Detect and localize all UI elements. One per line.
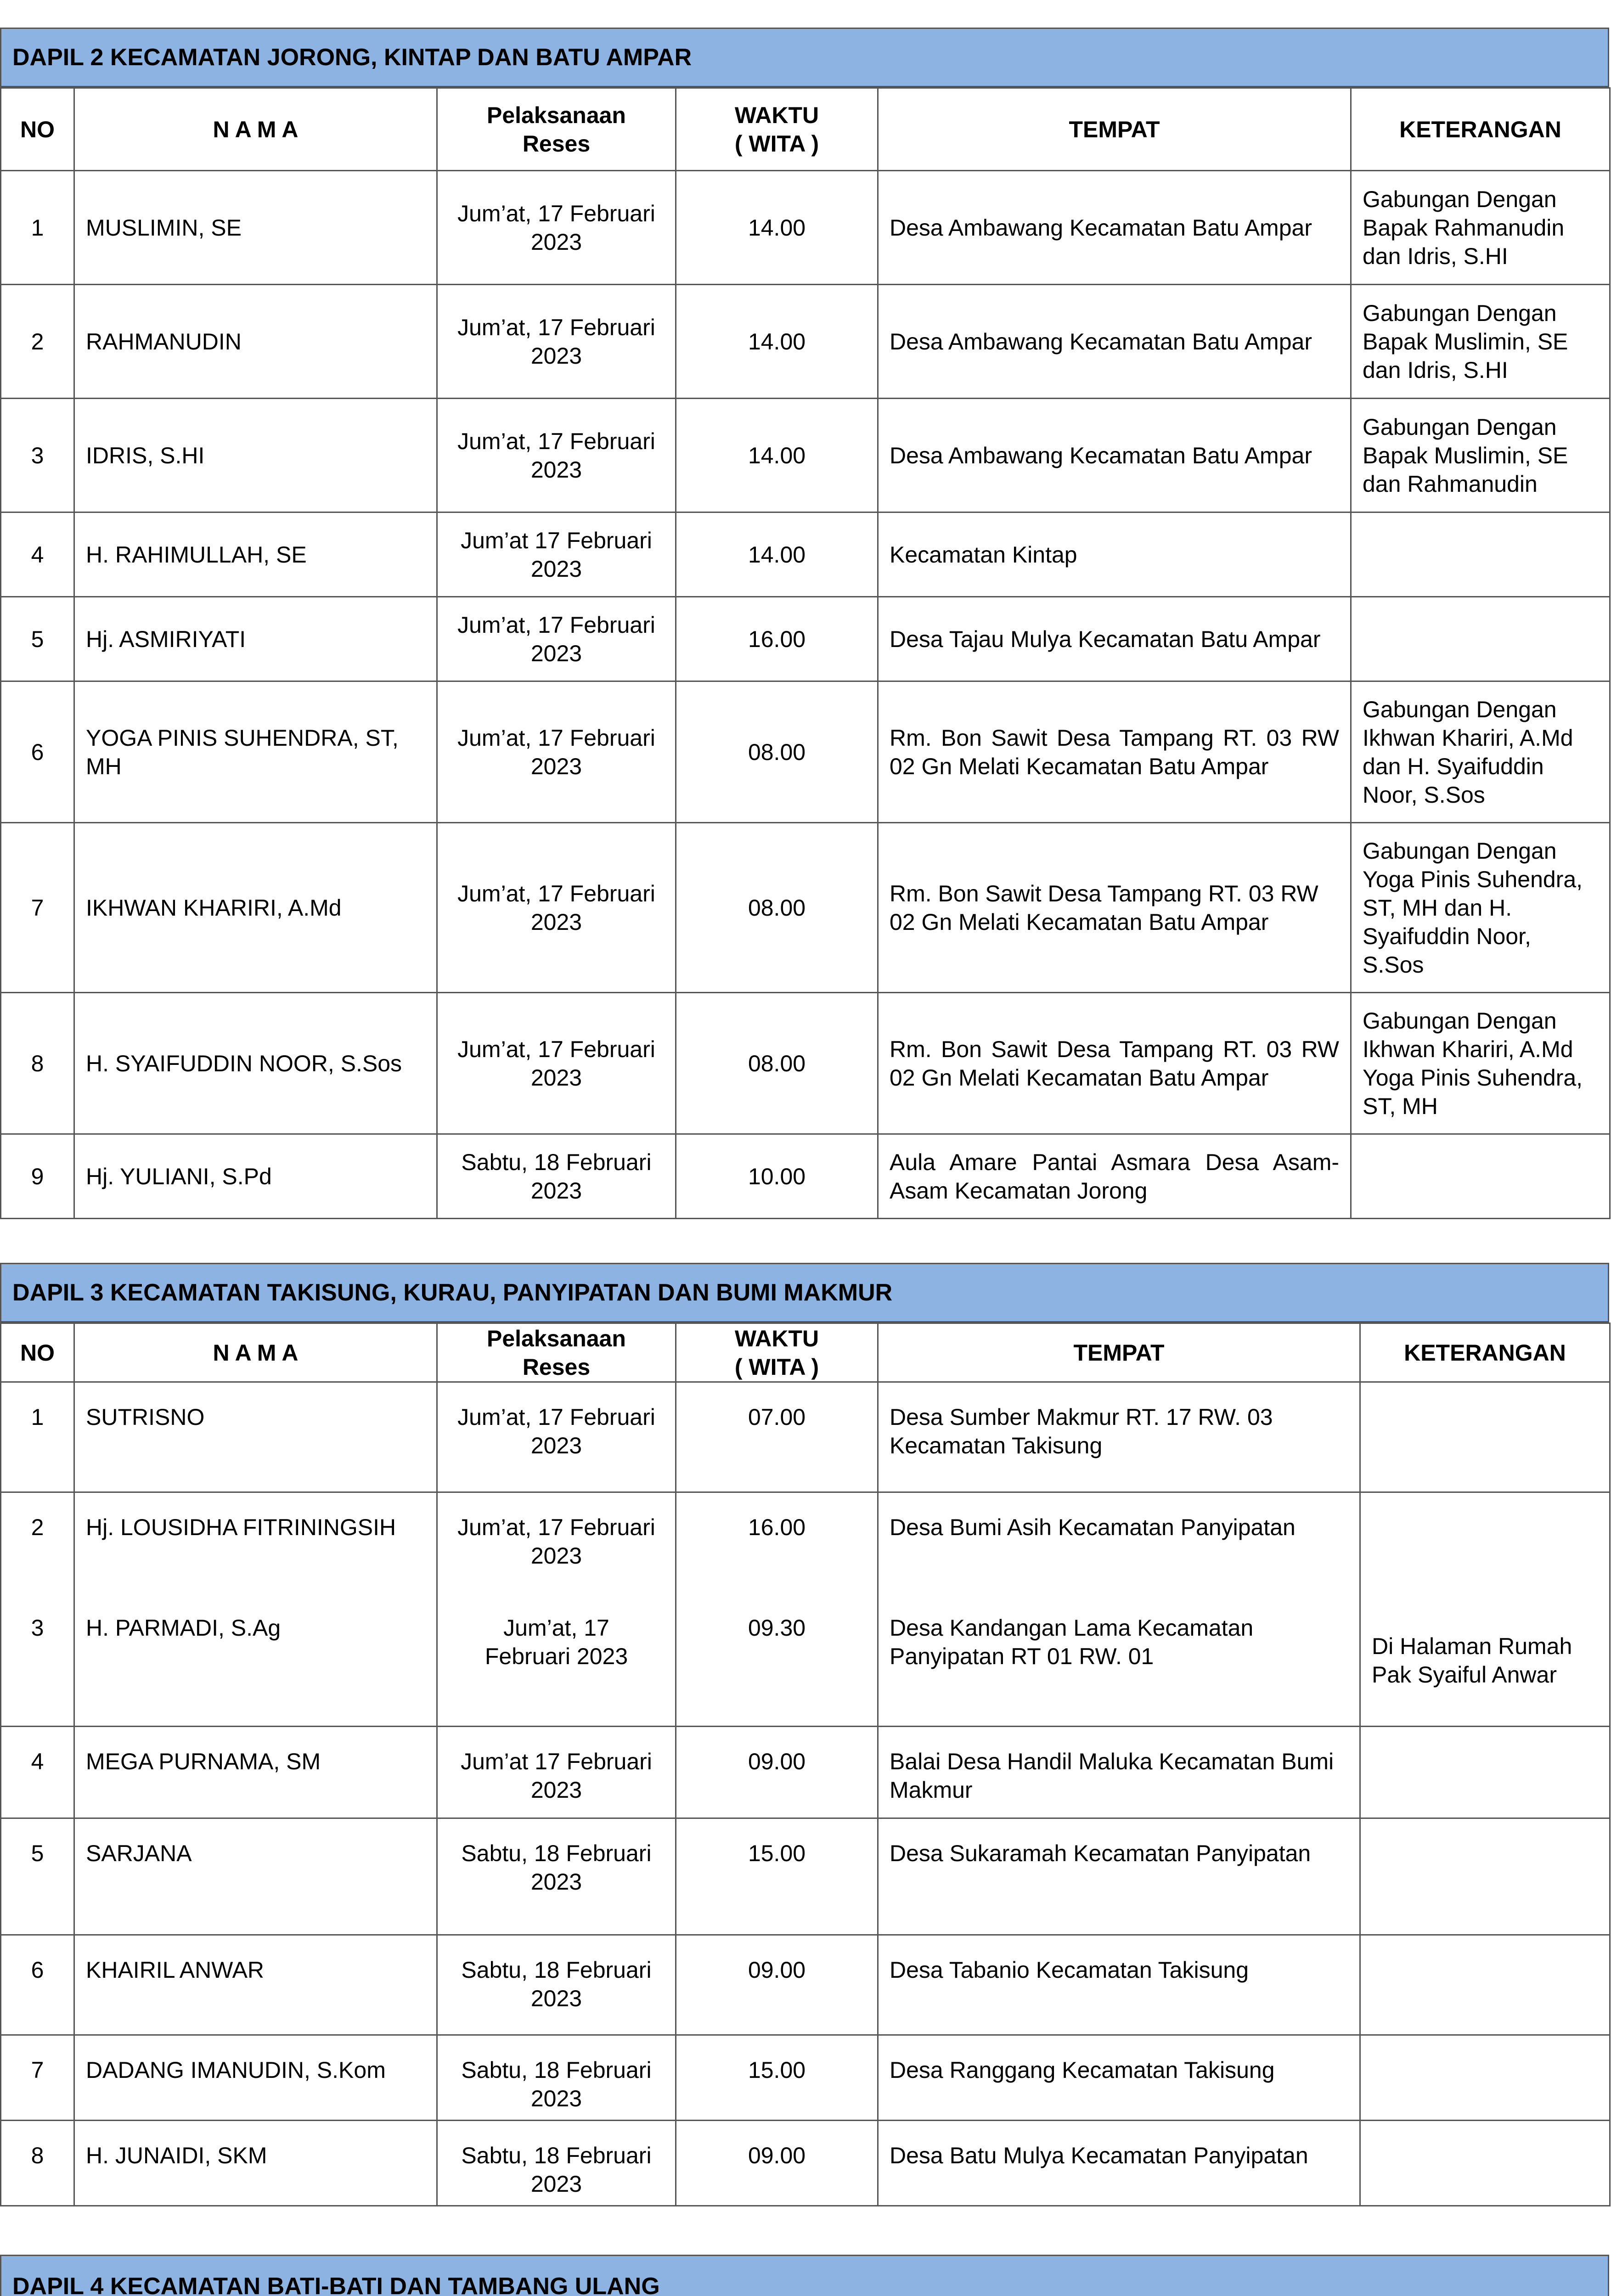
cell-waktu: 16.00 (676, 1492, 878, 1603)
cell-no: 1 (1, 1382, 74, 1492)
cell-tanggal: Jum’at, 17 Februari 2023 (437, 171, 676, 285)
table-row (1, 2121, 1610, 2206)
table-row (1, 823, 1610, 993)
cell-tempat: Desa Tabanio Kecamatan Takisung (878, 1935, 1360, 2035)
cell-no: 5 (1, 1818, 74, 1935)
cell-nama: Hj. ASMIRIYATI (74, 597, 437, 681)
cell-tanggal: Jum’at 17 Februari 2023 (437, 1727, 676, 1818)
cell-nama: Hj. YULIANI, S.Pd (74, 1134, 437, 1219)
header-nama: N A M A (74, 1323, 437, 1382)
dapil4-title: DAPIL 4 KECAMATAN BATI-BATI DAN TAMBANG ULANG (0, 2255, 1609, 2296)
dapil3-table (0, 1322, 1611, 2206)
cell-no: 9 (1, 1134, 74, 1219)
dapil2-table (0, 87, 1611, 1219)
cell-tempat: Rm. Bon Sawit Desa Tampang RT. 03 RW 02 Gn Melati Kecamatan Batu Ampar (878, 823, 1351, 993)
cell-tanggal: Sabtu, 18 Februari 2023 (437, 1134, 676, 1219)
cell-tempat: Rm. Bon Sawit Desa Tampang RT. 03 RW 02 Gn Melati Kecamatan Batu Ampar (878, 681, 1351, 823)
cell-keterangan: Gabungan Dengan Bapak Muslimin, SE dan Rahmanudin (1351, 399, 1610, 512)
cell-nama: IDRIS, S.HI (74, 399, 437, 512)
table-row (1, 399, 1610, 512)
header-no: NO (1, 88, 74, 171)
cell-tempat: Rm. Bon Sawit Desa Tampang RT. 03 RW 02 Gn Melati Kecamatan Batu Ampar (878, 993, 1351, 1134)
cell-no: 2 (1, 1492, 74, 1603)
header-pelaksanaan: Pelaksanaan Reses (437, 88, 676, 171)
header-keterangan: KETERANGAN (1351, 88, 1610, 171)
header-waktu: WAKTU ( WITA ) (676, 1323, 878, 1382)
dapil3-section (0, 1263, 1609, 2206)
table-row (1, 597, 1610, 681)
cell-waktu: 14.00 (676, 285, 878, 399)
header-no: NO (1, 1323, 74, 1382)
cell-nama: YOGA PINIS SUHENDRA, ST, MH (74, 681, 437, 823)
cell-keterangan (1351, 1134, 1610, 1219)
dapil2-title: DAPIL 2 KECAMATAN JORONG, KINTAP DAN BATU AMPAR (0, 28, 1609, 87)
cell-tanggal: Sabtu, 18 Februari 2023 (437, 2121, 676, 2206)
table-row (1, 681, 1610, 823)
cell-keterangan: Gabungan Dengan Ikhwan Khariri, A.Md Yoga Pinis Suhendra, ST, MH (1351, 993, 1610, 1134)
cell-tanggal: Sabtu, 18 Februari 2023 (437, 2035, 676, 2121)
cell-tempat: Desa Ambawang Kecamatan Batu Ampar (878, 285, 1351, 399)
cell-keterangan: Gabungan Dengan Ikhwan Khariri, A.Md dan H. Syaifuddin Noor, S.Sos (1351, 681, 1610, 823)
cell-waktu: 09.30 (676, 1603, 878, 1727)
cell-tempat: Kecamatan Kintap (878, 512, 1351, 597)
cell-nama: MEGA PURNAMA, SM (74, 1727, 437, 1818)
cell-nama: H. PARMADI, S.Ag (74, 1603, 437, 1727)
cell-tempat: Desa Sumber Makmur RT. 17 RW. 03 Kecamatan Takisung (878, 1382, 1360, 1492)
cell-waktu: 14.00 (676, 512, 878, 597)
table-row (1, 1727, 1610, 1818)
cell-nama: DADANG IMANUDIN, S.Kom (74, 2035, 437, 2121)
cell-no: 4 (1, 512, 74, 597)
header-keterangan: KETERANGAN (1360, 1323, 1610, 1382)
cell-waktu: 08.00 (676, 993, 878, 1134)
cell-waktu: 16.00 (676, 597, 878, 681)
cell-no: 5 (1, 597, 74, 681)
cell-tempat: Balai Desa Handil Maluka Kecamatan Bumi Makmur (878, 1727, 1360, 1818)
header-tempat: TEMPAT (878, 88, 1351, 171)
cell-tanggal: Jum’at, 17 Februari 2023 (437, 823, 676, 993)
cell-nama: RAHMANUDIN (74, 285, 437, 399)
cell-nama: KHAIRIL ANWAR (74, 1935, 437, 2035)
cell-tempat: Desa Sukaramah Kecamatan Panyipatan (878, 1818, 1360, 1935)
cell-tempat: Desa Batu Mulya Kecamatan Panyipatan (878, 2121, 1360, 2206)
cell-no: 2 (1, 285, 74, 399)
cell-tanggal: Jum’at, 17 Februari 2023 (437, 1603, 676, 1727)
table-row (1, 1134, 1610, 1219)
cell-waktu: 07.00 (676, 1382, 878, 1492)
cell-keterangan (1360, 2035, 1610, 2121)
cell-waktu: 14.00 (676, 399, 878, 512)
dapil2-section (0, 28, 1609, 1219)
cell-keterangan: Di Halaman Rumah Pak Syaiful Anwar (1360, 1603, 1610, 1727)
cell-nama: SUTRISNO (74, 1382, 437, 1492)
cell-tanggal: Jum’at, 17 Februari 2023 (437, 1382, 676, 1492)
cell-tempat: Desa Bumi Asih Kecamatan Panyipatan (878, 1492, 1360, 1603)
cell-waktu: 10.00 (676, 1134, 878, 1219)
cell-nama: MUSLIMIN, SE (74, 171, 437, 285)
cell-keterangan (1360, 1935, 1610, 2035)
cell-no: 6 (1, 1935, 74, 2035)
table-row (1, 1492, 1610, 1603)
cell-tempat: Aula Amare Pantai Asmara Desa Asam-Asam Kecamatan Jorong (878, 1134, 1351, 1219)
cell-keterangan (1351, 597, 1610, 681)
cell-waktu: 15.00 (676, 2035, 878, 2121)
cell-tanggal: Jum’at, 17 Februari 2023 (437, 681, 676, 823)
cell-no: 3 (1, 399, 74, 512)
cell-waktu: 15.00 (676, 1818, 878, 1935)
cell-no: 8 (1, 993, 74, 1134)
cell-waktu: 09.00 (676, 1935, 878, 2035)
cell-no: 1 (1, 171, 74, 285)
header-pelaksanaan: Pelaksanaan Reses (437, 1323, 676, 1382)
cell-tanggal: Jum’at, 17 Februari 2023 (437, 399, 676, 512)
cell-tanggal: Jum’at 17 Februari 2023 (437, 512, 676, 597)
table-row (1, 512, 1610, 597)
cell-no: 8 (1, 2121, 74, 2206)
header-row (1, 1323, 1610, 1382)
cell-waktu: 08.00 (676, 823, 878, 993)
cell-nama: H. RAHIMULLAH, SE (74, 512, 437, 597)
dapil3-title: DAPIL 3 KECAMATAN TAKISUNG, KURAU, PANYIPATAN DAN BUMI MAKMUR (0, 1263, 1609, 1322)
table-row (1, 993, 1610, 1134)
cell-nama: H. SYAIFUDDIN NOOR, S.Sos (74, 993, 437, 1134)
cell-no: 3 (1, 1603, 74, 1727)
cell-no: 7 (1, 823, 74, 993)
cell-tanggal: Sabtu, 18 Februari 2023 (437, 1935, 676, 2035)
cell-nama: Hj. LOUSIDHA FITRININGSIH (74, 1492, 437, 1603)
table-row (1, 1935, 1610, 2035)
cell-keterangan: Gabungan Dengan Bapak Muslimin, SE dan Idris, S.HI (1351, 285, 1610, 399)
header-tempat: TEMPAT (878, 1323, 1360, 1382)
cell-tempat: Desa Ambawang Kecamatan Batu Ampar (878, 399, 1351, 512)
table-row (1, 1818, 1610, 1935)
cell-tanggal: Jum’at, 17 Februari 2023 (437, 1492, 676, 1603)
table-row (1, 1603, 1610, 1727)
table-row (1, 285, 1610, 399)
cell-nama: SARJANA (74, 1818, 437, 1935)
cell-waktu: 14.00 (676, 171, 878, 285)
cell-keterangan: Gabungan Dengan Bapak Rahmanudin dan Idris, S.HI (1351, 171, 1610, 285)
table-row (1, 2035, 1610, 2121)
cell-tempat: Desa Ranggang Kecamatan Takisung (878, 2035, 1360, 2121)
cell-tanggal: Jum’at, 17 Februari 2023 (437, 285, 676, 399)
cell-tanggal: Sabtu, 18 Februari 2023 (437, 1818, 676, 1935)
cell-keterangan (1360, 1818, 1610, 1935)
cell-no: 7 (1, 2035, 74, 2121)
cell-tempat: Desa Ambawang Kecamatan Batu Ampar (878, 171, 1351, 285)
dapil4-section (0, 2255, 1609, 2296)
cell-keterangan: Gabungan Dengan Yoga Pinis Suhendra, ST, MH dan H. Syaifuddin Noor, S.Sos (1351, 823, 1610, 993)
cell-keterangan (1360, 1727, 1610, 1818)
cell-keterangan (1360, 1382, 1610, 1492)
table-row (1, 1382, 1610, 1492)
cell-waktu: 09.00 (676, 2121, 878, 2206)
cell-nama: IKHWAN KHARIRI, A.Md (74, 823, 437, 993)
cell-waktu: 09.00 (676, 1727, 878, 1818)
header-waktu: WAKTU ( WITA ) (676, 88, 878, 171)
cell-tempat: Desa Kandangan Lama Kecamatan Panyipatan RT 01 RW. 01 (878, 1603, 1360, 1727)
cell-no: 4 (1, 1727, 74, 1818)
cell-keterangan (1360, 2121, 1610, 2206)
cell-tanggal: Jum’at, 17 Februari 2023 (437, 597, 676, 681)
cell-waktu: 08.00 (676, 681, 878, 823)
cell-tanggal: Jum’at, 17 Februari 2023 (437, 993, 676, 1134)
table-row (1, 171, 1610, 285)
cell-keterangan (1360, 1492, 1610, 1603)
cell-no: 6 (1, 681, 74, 823)
cell-tempat: Desa Tajau Mulya Kecamatan Batu Ampar (878, 597, 1351, 681)
cell-nama: H. JUNAIDI, SKM (74, 2121, 437, 2206)
header-nama: N A M A (74, 88, 437, 171)
header-row (1, 88, 1610, 171)
cell-keterangan (1351, 512, 1610, 597)
